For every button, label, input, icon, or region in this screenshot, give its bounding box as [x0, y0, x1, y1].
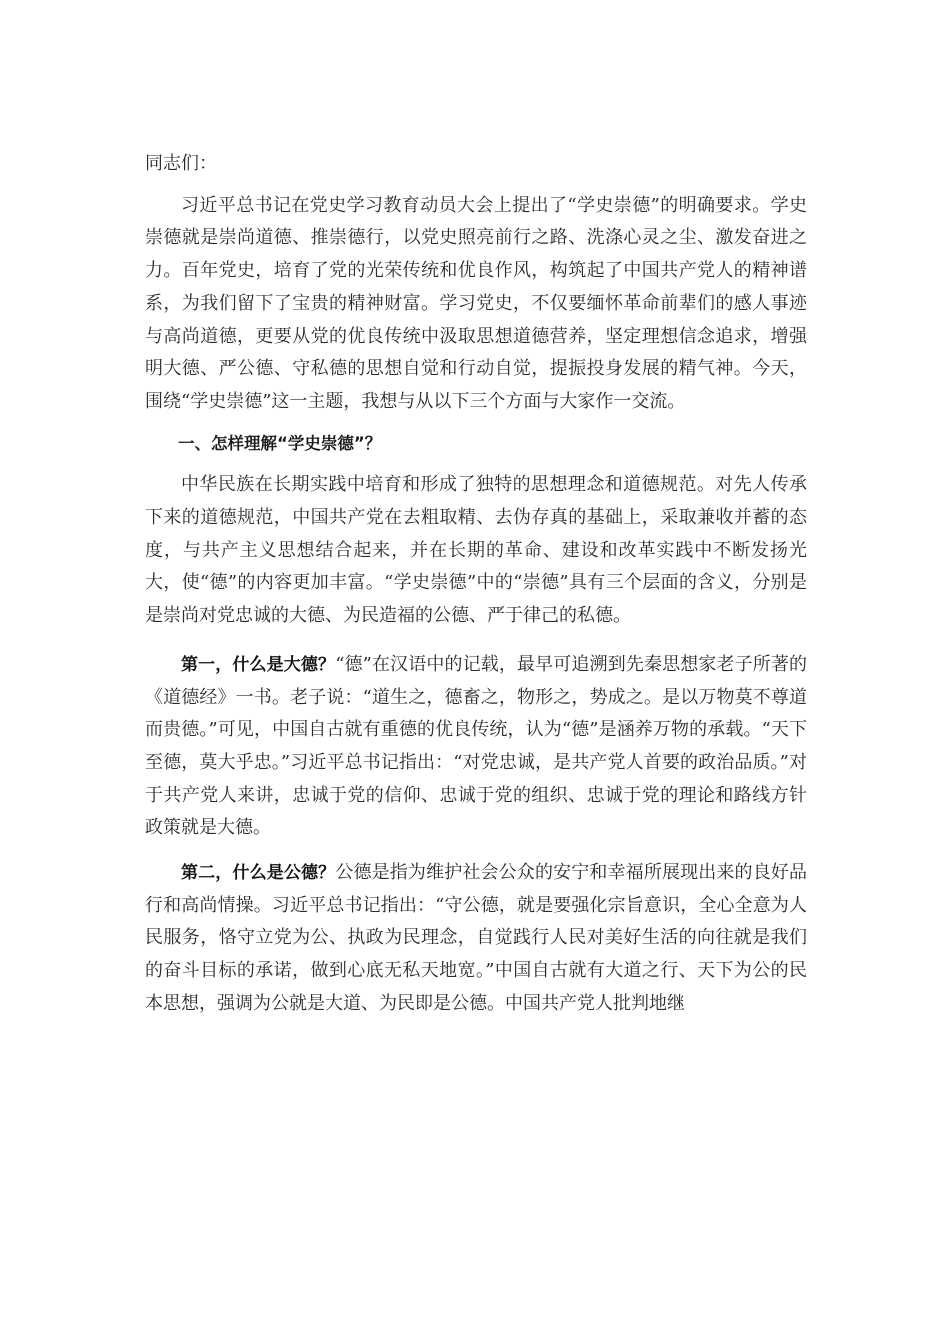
document-page	[145, 148, 807, 1021]
point-1-body: “德”在汉语中的记载，最早可追溯到先秦思想家老子所著的《道德经》一书。老子说：“道生之，德畜之，物形之，势成之。是以万物莫不尊道而贵德。”可见，中国自古就有重德的优良传统，认为“德”是涵养万物的承载。“天下至德，莫大乎忠。”习近平总书记指出：“对党忠诚，是共产党人首要的政治品质。”对于共产党人来讲，忠诚于党的信仰、忠诚于党的组织、忠诚于党的理论和路线方针政策就是大德。	[145, 653, 808, 839]
point-2-lead: 第二，什么是公德？	[181, 863, 336, 884]
intro-paragraph: 习近平总书记在党史学习教育动员大会上提出了“学史崇德”的明确要求。学史崇德就是崇尚道德、推崇德行，以党史照亮前行之路、洗涤心灵之尘、激发奋进之力。百年党史，培育了党的光荣传统和优良作风，构筑起了中国共产党人的精神谱系，为我们留下了宝贵的精神财富。学习党史，不仅要缅怀革命前辈们的感人事迹与高尚道德，更要从党的优良传统中汲取思想道德营养，坚定理想信念追求，增强明大德、严公德、守私德的思想自觉和行动自觉，提振投身发展的精气神。今天，围绕“学史崇德”这一主题，我想与从以下三个方面与大家作一交流。	[145, 194, 807, 412]
salutation: 同志们：	[145, 153, 217, 174]
point-2-paragraph	[145, 857, 807, 1021]
point-2-body: 公德是指为维护社会公众的安宁和幸福所展现出来的良好品行和高尚情操。习近平总书记指出：“守公德，就是要强化宗旨意识，全心全意为人民服务，恪守立党为公、执政为民理念，自觉践行人民对美好生活的向往就是我们的奋斗目标的承诺，做到心底无私天地宽。”中国自古就有大道之行、天下为公的民本思想，强调为公就是大道、为民即是公德。中国共产党人批判地继	[145, 862, 808, 1014]
point-1-paragraph	[145, 649, 807, 845]
section-1-heading: 一、怎样理解“学史崇德”？	[178, 433, 382, 453]
section-1-paragraph: 中华民族在长期实践中培育和形成了独特的思想理念和道德规范。对先人传承下来的道德规范，中国共产党在去粗取精、去伪存真的基础上，采取兼收并蓄的态度，与共产主义思想结合起来，并在长期的革命、建设和改革实践中不断发扬光大，使“德”的内容更加丰富。“学史崇德”中的“崇德”具有三个层面的含义，分别是是崇尚对党忠诚的大德、为民造福的公德、严于律己的私德。	[145, 474, 807, 627]
point-1-lead: 第一，什么是大德？	[181, 654, 336, 675]
